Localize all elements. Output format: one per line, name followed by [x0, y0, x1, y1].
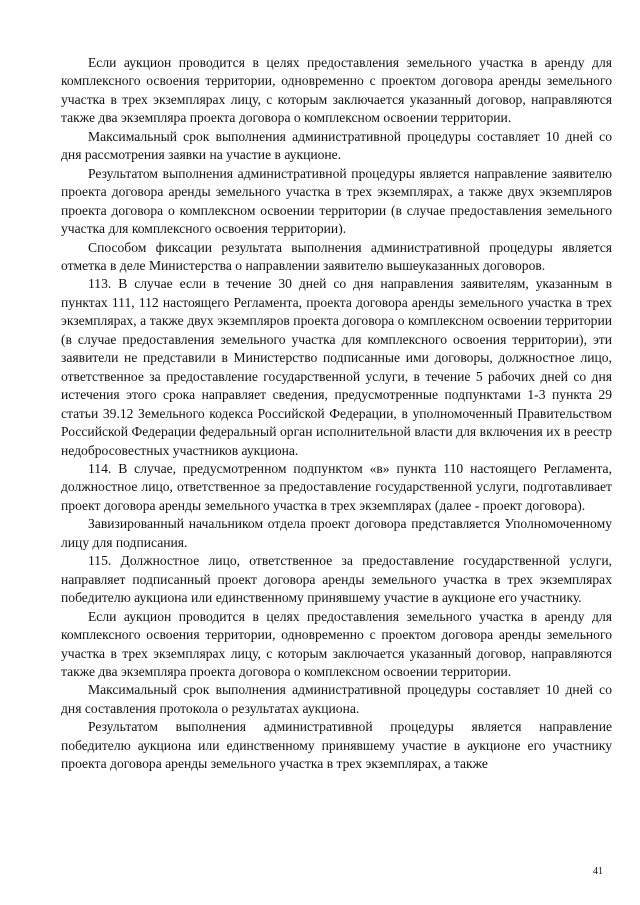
paragraph-result-procedure: Результатом выполнения административной процедуры является направление заявителю проекта договора аренды земельного участка в трех экземплярах, а также двух экземпляров проекта договора о комплексном освоении территории (в случае предоставления земельного участка для комплексного освоения территории). — [61, 165, 612, 237]
paragraph-lease-complex-development-repeat: Если аукцион проводится в целях предоставления земельного участка в аренду для комплексного освоения территории, одновременно с проектом договора аренды земельного участка в трех экземплярах лицу, с которым заключается указанный договор, направляются также два экземпляра проекта договора о комплексном освоении территории. — [61, 608, 612, 679]
paragraph-lease-complex-development: Если аукцион проводится в целях предоставления земельного участка в аренду для комплексного освоения территории, одновременно с проектом договора аренды земельного участка в трех экземплярах лицу, с которым заключается указанный договор, направляются также два экземпляра проекта договора о комплексном освоении территории. — [61, 55, 612, 126]
paragraph-item-115: 115. Должностное лицо, ответственное за предоставление государственной услуги, направляет подписанный проект договора аренды земельного участка в трех экземплярах победителю аукциона или единственному принявшему участие в аукционе его участнику. — [61, 553, 612, 606]
page-number: 41 — [593, 866, 603, 877]
paragraph-item-114: 114. В случае, предусмотренном подпунктом «в» пункта 110 настоящего Регламента, должностное лицо, ответственное за предоставление государственной услуги, подготавливает проект договора аренды земельного участка в трех экземплярах (далее - проект договора). — [61, 460, 612, 513]
paragraph-item-113: 113. В случае если в течение 30 дней со дня направления заявителям, указанным в пунктах 111, 112 настоящего Регламента, проекта договора аренды земельного участка в трех экземплярах, а также двух экземпляров проекта договора о комплексном освоении территории (в случае предоставления земельного участка для комплексного освоения территории), эти заявители не представили в Министерство подписанные ими договоры, должностное лицо, ответственное за предоставление государственной услуги, в течение 5 рабочих дней со дня истечения этого срока направляет сведения, предусмотренные подпунктами 1-3 пункта 29 статьи 39.12 Земельного кодекса Российской Федерации, в уполномоченный Правительством Российской Федерации федеральный орган исполнительной власти для включения их в реестр недобросовестных участников аукциона. — [61, 276, 612, 458]
document-body — [61, 54, 612, 774]
paragraph-max-term-protocol: Максимальный срок выполнения административной процедуры составляет 10 дней со дня составления протокола о результатах аукциона. — [61, 682, 612, 716]
paragraph-fixation-method: Способом фиксации результата выполнения административной процедуры является отметка в деле Министерства о направлении заявителю вышеуказанных договоров. — [61, 239, 612, 273]
paragraph-result-procedure-winner: Результатом выполнения административной процедуры является направление победителю аукциона или единственному принявшему участие в аукционе его участнику проекта договора аренды земельного участка в трех экземплярах, а также — [61, 719, 612, 772]
paragraph-max-term-application: Максимальный срок выполнения административной процедуры составляет 10 дней со дня рассмотрения заявки на участие в аукционе. — [61, 128, 612, 163]
paragraph-signed-draft: Завизированный начальником отдела проект договора представляется Уполномоченному лицу для подписания. — [61, 516, 612, 550]
